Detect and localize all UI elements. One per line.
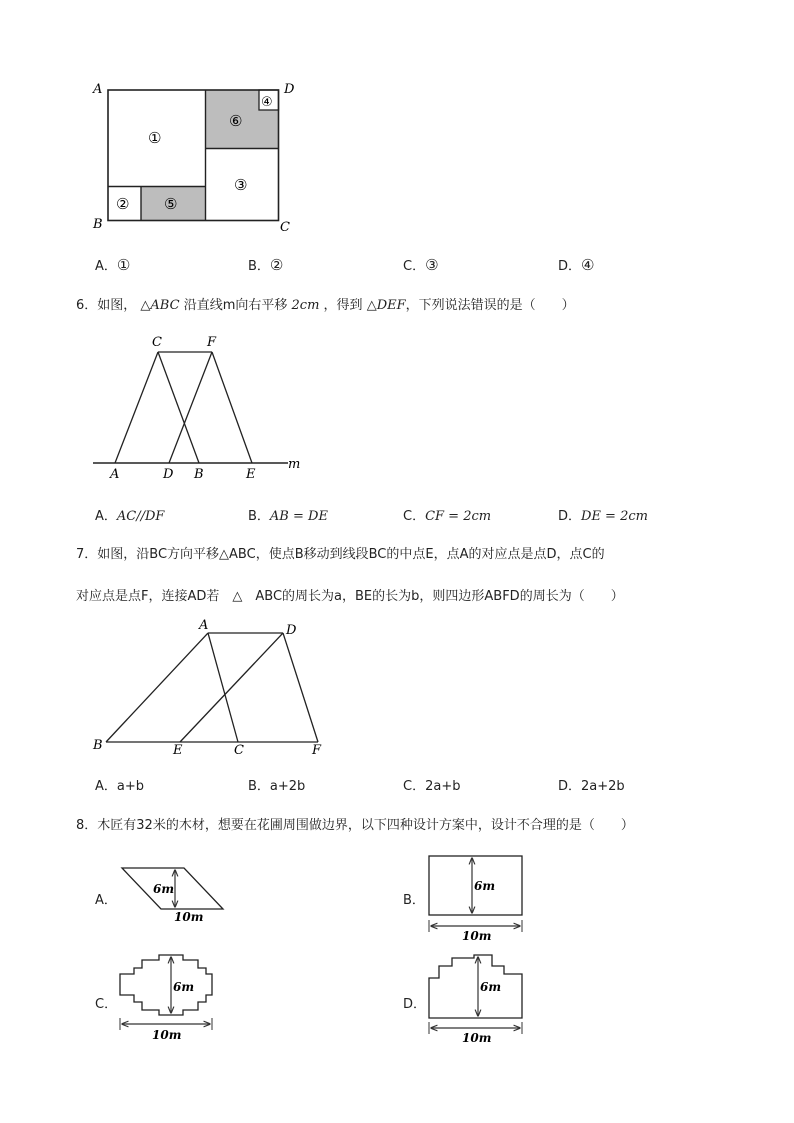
width-label: 10m — [462, 1031, 492, 1044]
height-label: 6m — [153, 882, 175, 896]
point-label-b: B — [93, 738, 103, 753]
option-letter: B． — [248, 259, 270, 274]
region-label-6: ⑥ — [229, 112, 243, 130]
width-label: 10m — [152, 1028, 182, 1042]
cross-shape — [120, 955, 212, 1015]
option-letter: C． — [403, 259, 426, 274]
option-letter: A． — [95, 779, 117, 794]
q7-option-c[interactable] — [403, 775, 460, 794]
line-label-m: m — [288, 457, 301, 472]
corner-label-b: B — [93, 217, 103, 232]
option-text: ④ — [581, 256, 595, 274]
option-text: AC//DF — [116, 509, 165, 524]
region-label-2: ② — [116, 195, 130, 213]
option-letter: D． — [558, 259, 582, 274]
q7-question-line-2: 对应点是点F，连接AD若 △ ABC的周长为a，BE的长为b，则四边形ABFD的周长为（ ） — [76, 589, 624, 604]
width-label: 10m — [174, 910, 204, 924]
stepped-shape — [429, 955, 522, 1018]
segment-df — [169, 352, 212, 463]
q6-option-a[interactable] — [95, 505, 164, 524]
region-label-4: ④ — [261, 95, 273, 110]
point-label-e: E — [246, 467, 256, 482]
point-label-b: B — [194, 467, 204, 482]
option-letter: B． — [248, 779, 270, 794]
q8-figure-d — [424, 952, 530, 1044]
point-label-c: C — [152, 335, 162, 350]
point-label-f: F — [312, 743, 322, 758]
option-letter: C． — [403, 779, 426, 794]
q8-figure-b — [424, 852, 530, 944]
q8-option-c-letter[interactable]: C． — [95, 997, 118, 1012]
region-label-5: ⑤ — [164, 195, 178, 213]
option-text: ③ — [425, 256, 439, 274]
point-label-d: D — [286, 623, 297, 638]
point-label-a: A — [199, 618, 209, 633]
q8-option-b-letter[interactable]: B． — [403, 893, 425, 908]
point-label-e: E — [173, 743, 183, 758]
point-label-c: C — [234, 743, 244, 758]
option-text: 2a+b — [425, 779, 461, 794]
option-text: CF = 2cm — [425, 509, 492, 524]
corner-label-a: A — [93, 82, 103, 97]
q5-option-d[interactable] — [558, 255, 594, 274]
height-label: 6m — [173, 980, 195, 994]
option-letter: A． — [95, 509, 117, 524]
segment-cb — [158, 352, 199, 463]
q8-option-d-letter[interactable]: D． — [403, 997, 427, 1012]
q5-option-a[interactable] — [95, 255, 130, 274]
q8-option-a-letter[interactable]: A． — [95, 893, 117, 908]
point-label-d: D — [163, 467, 174, 482]
option-text: a+b — [116, 779, 145, 794]
q5-option-b[interactable] — [248, 255, 283, 274]
q7-option-b[interactable] — [248, 775, 305, 794]
q8-figure-c — [114, 952, 222, 1042]
q8-question-stem: 8．木匠有32米的木材，想要在花圃周围做边界，以下四种设计方案中，设计不合理的是（ ） — [76, 818, 634, 833]
width-label: 10m — [462, 929, 492, 943]
corner-label-c: C — [280, 220, 290, 235]
option-letter: D． — [558, 779, 582, 794]
segment-ab — [106, 633, 208, 742]
q6-option-b[interactable] — [248, 505, 328, 524]
option-letter: A． — [95, 259, 117, 274]
q6-option-d[interactable] — [558, 505, 648, 524]
q5-option-c[interactable] — [403, 255, 439, 274]
segment-de — [180, 633, 283, 742]
height-label: 6m — [480, 980, 502, 994]
q8-figure-a — [118, 862, 230, 924]
option-letter: C． — [403, 509, 426, 524]
option-letter: D． — [558, 509, 582, 524]
segment-df — [283, 633, 318, 742]
option-text: a+2b — [269, 779, 306, 794]
q6-figure — [88, 328, 308, 488]
segment-fe — [212, 352, 252, 463]
point-label-a: A — [110, 467, 120, 482]
q7-figure — [88, 615, 338, 760]
point-label-f: F — [207, 335, 217, 350]
segment-ac — [208, 633, 238, 742]
segment-ac — [115, 352, 158, 463]
option-text: 2a+2b — [581, 779, 625, 794]
option-letter: B． — [248, 509, 270, 524]
q7-option-d[interactable] — [558, 775, 625, 794]
q6-question-stem: 6．如图， △ABC 沿直线m向右平移 2cm ，得到 △DEF，下列说法错误的是（ ） — [76, 298, 575, 313]
option-text: DE = 2cm — [581, 509, 648, 524]
q7-question-line-1: 7．如图，沿BC方向平移△ABC，使点B移动到线段BC的中点E，点A的对应点是点D，点C的 — [76, 547, 605, 562]
q5-figure — [88, 78, 308, 238]
option-text: ② — [269, 256, 284, 274]
option-text: AB = DE — [269, 509, 328, 524]
region-label-3: ③ — [234, 176, 248, 194]
corner-label-d: D — [284, 82, 295, 97]
region-label-1: ① — [148, 129, 162, 147]
height-label: 6m — [474, 879, 496, 893]
q7-option-a[interactable] — [95, 775, 144, 794]
q6-option-c[interactable] — [403, 505, 491, 524]
option-text: ① — [116, 256, 131, 274]
